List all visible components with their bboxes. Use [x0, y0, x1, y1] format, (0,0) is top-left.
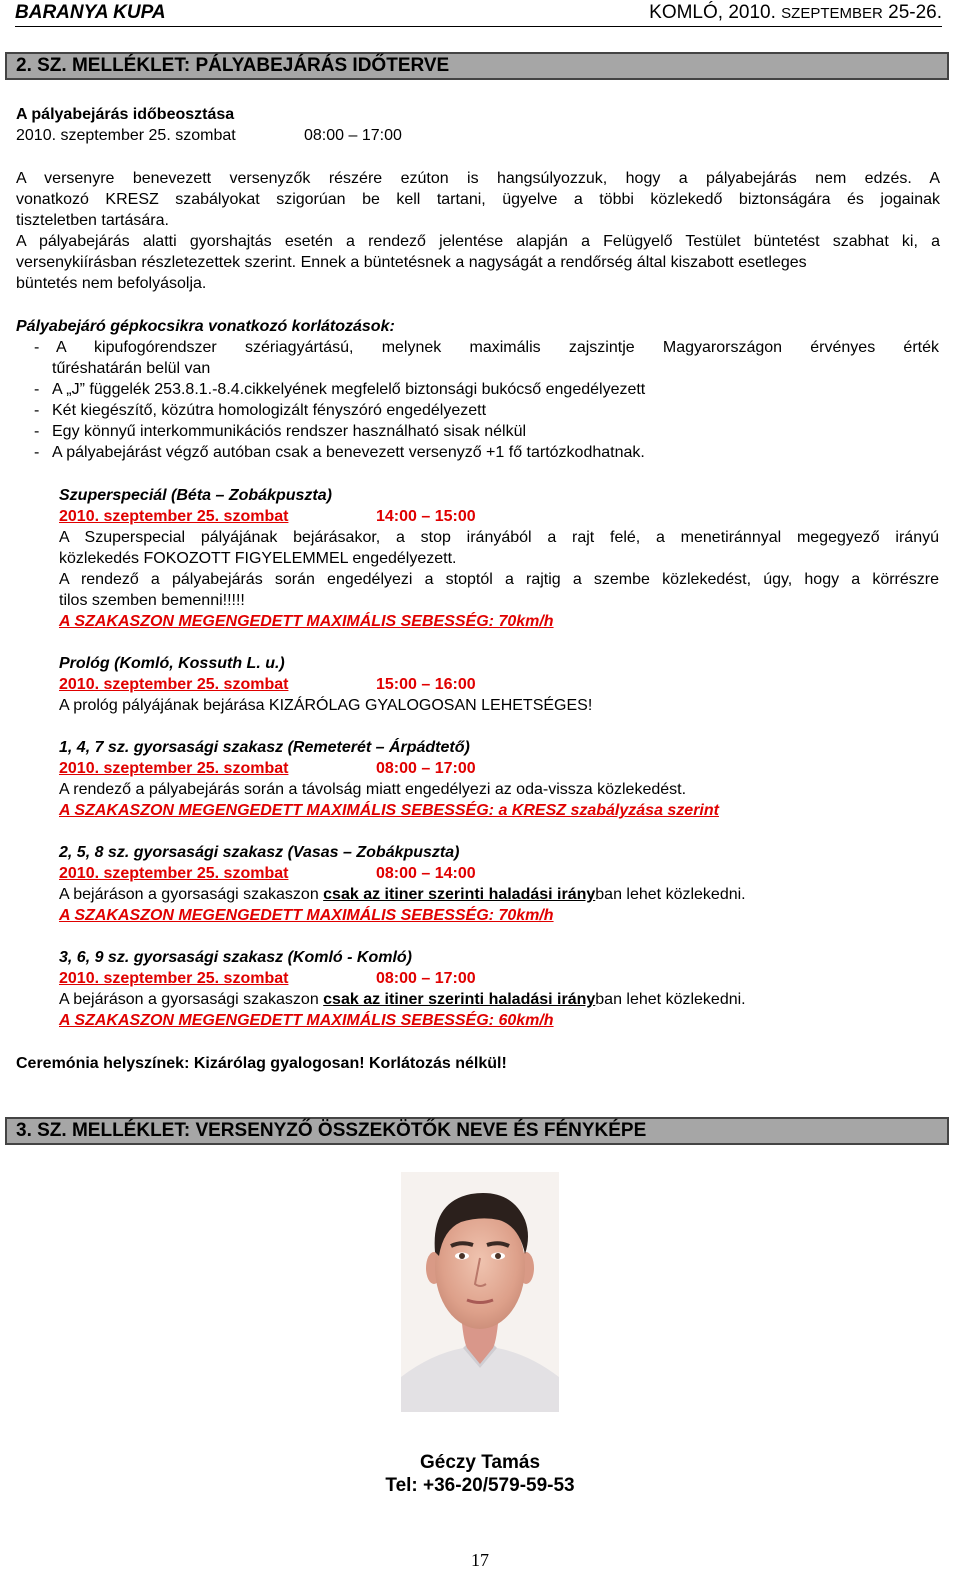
stage-date-time: 2010. szeptember 25. szombat 08:00 – 17:00 [59, 970, 476, 987]
portrait-image [401, 1172, 559, 1412]
restriction-item-continued: tűréshatárán belül van [52, 360, 211, 377]
penalty-paragraph-line: büntetés nem befolyásolja. [16, 275, 207, 292]
list-dash: - [34, 339, 40, 356]
list-dash: - [34, 423, 40, 440]
stage-speed-limit: A SZAKASZON MEGENGEDETT MAXIMÁLIS SEBESSÉG: 70km/h [59, 613, 554, 630]
stage-title: 1, 4, 7 sz. gyorsasági szakasz (Remeterét – Árpádtető) [59, 739, 470, 756]
stage-text-line: A Szuperspecial pályájának bejárásakor, a stop irányából a rajt felé, a menetiránnyal megegyező irányú [59, 529, 939, 546]
stage-text-line: tilos szemben bemenni!!!!! [59, 592, 245, 609]
schedule-time: 08:00 – 17:00 [304, 127, 402, 144]
intro-paragraph-line: vonatkozó KRESZ szabályokat szigorúan be kell tartani, ügyelve a többi közlekedő biztonságára és jogainak [16, 191, 940, 208]
stage-speed-limit: A SZAKASZON MEGENGEDETT MAXIMÁLIS SEBESSÉG: a KRESZ szabályzása szerint [59, 802, 719, 819]
liaison-phone: Tel: +36-20/579-59-53 [385, 1475, 575, 1496]
stage-date-time: 2010. szeptember 25. szombat 08:00 – 14:00 [59, 865, 476, 882]
liaison-photo [401, 1172, 559, 1412]
liaison-name: Géczy Tamás [419, 1452, 541, 1473]
intro-paragraph-line: A versenyre benevezett versenyzők részére ezúton is hangsúlyozzuk, hogy a pályabejárás nem edzés. A [16, 170, 940, 187]
header-place-date: KOMLÓ, 2010. SZEPTEMBER 25-26. [649, 2, 942, 23]
stage-text-line: A rendező a pályabejárás során engedélyezi a stoptól a rajtig a szembe közlekedést, úgy, hogy a körrészre [59, 571, 939, 588]
restrictions-heading: Pályabejáró gépkocsikra vonatkozó korlátozások: [16, 318, 395, 335]
list-dash: - [34, 402, 40, 419]
stage-text-line: A prológ pályájának bejárása KIZÁRÓLAG GYALOGOSAN LEHETSÉGES! [59, 697, 593, 714]
restriction-item: A pályabejárást végző autóban csak a benevezett versenyző +1 fő tartózkodhatnak. [52, 444, 645, 461]
intro-paragraph-line: tiszteletben tartására. [16, 212, 169, 229]
stage-date-time: 2010. szeptember 25. szombat 14:00 – 15:00 [59, 508, 476, 525]
restriction-item: Egy könnyű interkommunikációs rendszer használható sisak nélkül [52, 423, 527, 440]
stage-title: 2, 5, 8 sz. gyorsasági szakasz (Vasas – Zobákpuszta) [59, 844, 460, 861]
page-number: 17 [471, 1550, 489, 1570]
schedule-date: 2010. szeptember 25. szombat [16, 127, 236, 144]
stage-speed-limit: A SZAKASZON MEGENGEDETT MAXIMÁLIS SEBESSÉG: 60km/h [59, 1012, 554, 1029]
penalty-paragraph-line: A pályabejárás alatti gyorshajtás esetén a rendező jelentése alapján a Felügyelő Testület büntetést szabhat ki, a [16, 233, 940, 250]
stage-text-line: közlekedés FOKOZOTT FIGYELEMMEL engedélyezett. [59, 550, 457, 567]
list-dash: - [34, 444, 40, 461]
stage-date-time: 2010. szeptember 25. szombat 15:00 – 16:00 [59, 676, 476, 693]
annex2-title-banner: 2. SZ. MELLÉKLET: PÁLYABEJÁRÁS IDŐTERVE [5, 52, 949, 80]
stage-title: Szuperspeciál (Béta – Zobákpuszta) [59, 487, 332, 504]
penalty-paragraph-line: versenykiírásban részletezettek szerint. Ennek a büntetésnek a nagyságát a rendőrség által kiszabott esetleges [16, 254, 807, 271]
restriction-item: A kipufogórendszer szériagyártású, melynek maximális zajszintje Magyarországon érvényes érték [56, 339, 939, 356]
ceremony-note: Ceremónia helyszínek: Kizárólag gyalogosan! Korlátozás nélkül! [16, 1055, 507, 1072]
stage-text-line: A bejáráson a gyorsasági szakaszon csak az itiner szerinti haladási irányban lehet közlekedni. [59, 991, 746, 1008]
stage-date-time: 2010. szeptember 25. szombat 08:00 – 17:00 [59, 760, 476, 777]
stage-text-line: A rendező a pályabejárás során a távolság miatt engedélyezi az oda-vissza közlekedést. [59, 781, 687, 798]
stage-title: 3, 6, 9 sz. gyorsasági szakasz (Komló - Komló) [59, 949, 412, 966]
annex3-title-banner: 3. SZ. MELLÉKLET: VERSENYZŐ ÖSSZEKÖTŐK NEVE ÉS FÉNYKÉPE [5, 1117, 949, 1145]
restriction-item: A „J” függelék 253.8.1.-8.4.cikkelyének megfelelő biztonsági bukócső engedélyezett [52, 381, 646, 398]
restriction-item: Két kiegészítő, közútra homologizált fényszóró engedélyezett [52, 402, 487, 419]
schedule-heading: A pályabejárás időbeosztása [16, 106, 235, 123]
page-header [15, 2, 942, 27]
header-event-name: BARANYA KUPA [15, 2, 166, 23]
list-dash: - [34, 381, 40, 398]
stage-title: Prológ (Komló, Kossuth L. u.) [59, 655, 285, 672]
stage-speed-limit: A SZAKASZON MEGENGEDETT MAXIMÁLIS SEBESSÉG: 70km/h [59, 907, 554, 924]
stage-text-line: A bejáráson a gyorsasági szakaszon csak az itiner szerinti haladási irányban lehet közlekedni. [59, 886, 746, 903]
